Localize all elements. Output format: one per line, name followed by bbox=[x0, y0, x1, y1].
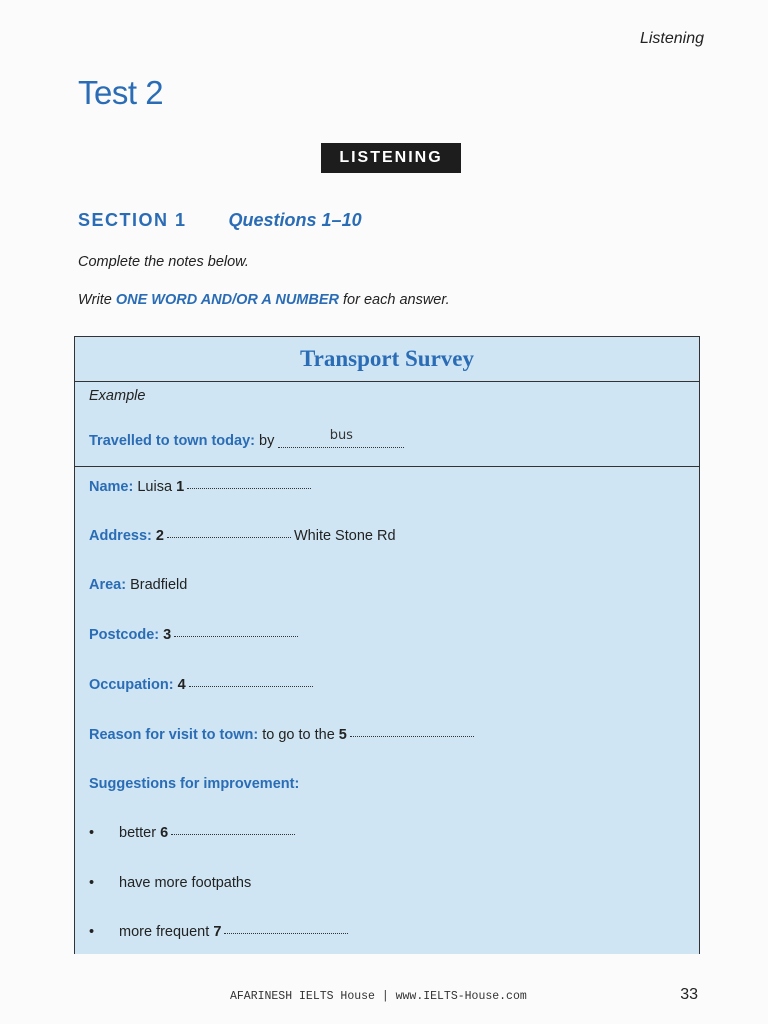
answer-blank-1[interactable] bbox=[187, 487, 311, 489]
note-label: Reason for visit to town: bbox=[89, 727, 259, 743]
answer-blank-4[interactable] bbox=[189, 685, 313, 687]
note-label: Address: bbox=[89, 528, 152, 544]
test-title: Test 2 bbox=[78, 74, 164, 111]
suggestion-item bbox=[89, 875, 251, 891]
example-field-text: by bbox=[259, 433, 275, 449]
bullet-icon: • bbox=[89, 875, 95, 891]
example-field-label: Travelled to town today: bbox=[89, 433, 255, 449]
note-item-occupation bbox=[89, 677, 316, 693]
suggestion-item bbox=[89, 924, 351, 940]
example-label: Example bbox=[89, 388, 146, 404]
note-item-postcode bbox=[89, 627, 301, 643]
running-head: Listening bbox=[639, 30, 704, 47]
question-number: 5 bbox=[338, 727, 347, 743]
answer-blank-2[interactable] bbox=[167, 536, 291, 538]
suggestion-text: have more footpaths bbox=[119, 875, 252, 891]
footer-credit: AFARINESH IELTS House | www.IELTS-House.com bbox=[230, 990, 527, 1003]
questions-range: Questions 1–10 bbox=[228, 210, 362, 230]
instruction-prefix: Write bbox=[78, 292, 116, 308]
note-text: to go to the bbox=[262, 727, 335, 743]
answer-blank-7[interactable] bbox=[224, 932, 348, 934]
suggestions-label: Suggestions for improvement: bbox=[89, 776, 300, 792]
listening-banner: LISTENING bbox=[321, 143, 461, 173]
answer-blank-3[interactable] bbox=[174, 635, 298, 637]
question-number: 4 bbox=[177, 677, 186, 693]
instruction-suffix: for each answer. bbox=[339, 292, 450, 308]
note-item-name bbox=[89, 479, 314, 495]
note-item-area bbox=[89, 577, 187, 593]
example-answer-blank bbox=[278, 428, 404, 448]
question-number: 7 bbox=[213, 924, 222, 940]
answer-blank-5[interactable] bbox=[350, 735, 474, 737]
notes-title: Transport Survey bbox=[75, 337, 699, 382]
question-number: 3 bbox=[163, 627, 172, 643]
note-text-after: White Stone Rd bbox=[293, 528, 396, 544]
suggestion-text: better bbox=[119, 825, 157, 841]
instruction-word-limit bbox=[78, 292, 450, 308]
suggestion-text: more frequent bbox=[119, 924, 210, 940]
bullet-icon: • bbox=[89, 825, 95, 841]
answer-blank-6[interactable] bbox=[171, 833, 295, 835]
question-number: 2 bbox=[155, 528, 164, 544]
question-number: 1 bbox=[176, 479, 185, 495]
example-block bbox=[75, 382, 699, 467]
note-item-address bbox=[89, 528, 396, 544]
instruction-complete-notes: Complete the notes below. bbox=[78, 254, 249, 270]
suggestions-heading bbox=[89, 776, 299, 792]
section-heading bbox=[78, 210, 362, 231]
notes-box bbox=[74, 336, 700, 954]
page-number: 33 bbox=[680, 986, 698, 1003]
note-text: Luisa bbox=[137, 479, 173, 495]
note-item-reason bbox=[89, 727, 477, 743]
instruction-highlight: ONE WORD AND/OR A NUMBER bbox=[115, 292, 339, 308]
section-label: SECTION 1 bbox=[78, 210, 187, 230]
bullet-icon: • bbox=[89, 924, 95, 940]
example-line bbox=[89, 428, 404, 449]
question-number: 6 bbox=[160, 825, 169, 841]
note-label: Postcode: bbox=[89, 627, 160, 643]
suggestion-item bbox=[89, 825, 298, 841]
note-label: Occupation: bbox=[89, 677, 174, 693]
note-text: Bradfield bbox=[130, 577, 188, 593]
note-label: Name: bbox=[89, 479, 134, 495]
note-label: Area: bbox=[89, 577, 127, 593]
example-answer: bus bbox=[329, 428, 353, 443]
